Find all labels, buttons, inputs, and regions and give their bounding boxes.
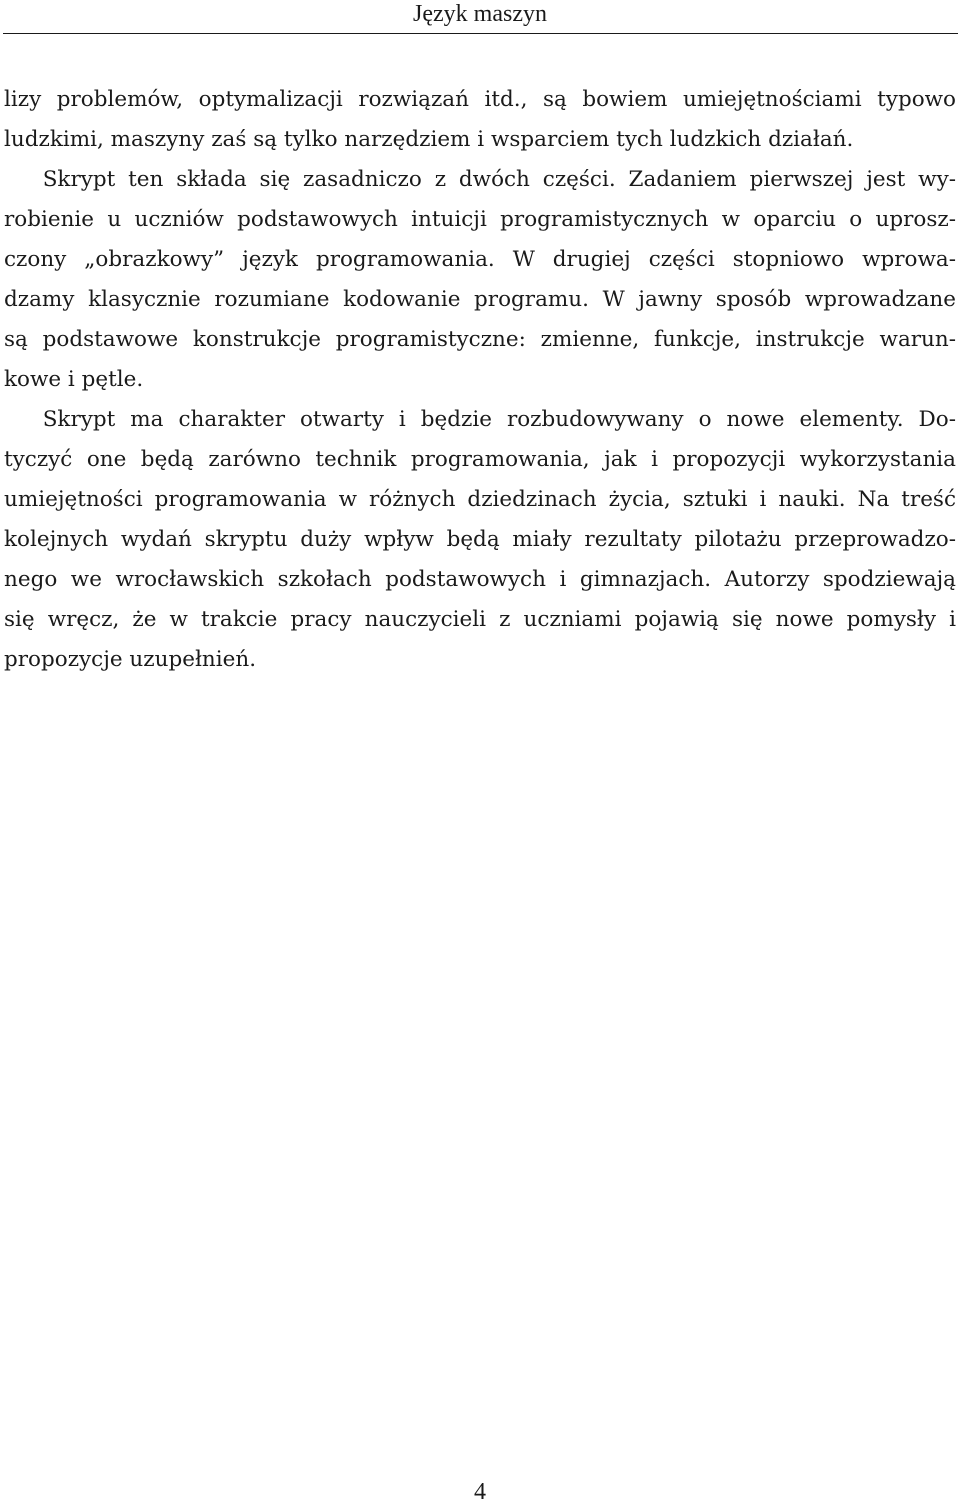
header-rule	[3, 33, 958, 34]
body-text	[4, 80, 956, 680]
text-line: Skrypt ten składa się zasadniczo z dwóch części. Zadaniem pierwszej jest wy-	[42, 167, 956, 192]
text-line: kowe i pętle.	[4, 367, 144, 392]
text-line: się wręcz, że w trakcie pracy nauczycieli z uczniami pojawią się nowe pomysły i	[4, 607, 956, 632]
running-header: Język maszyn	[413, 1, 547, 27]
text-line: lizy problemów, optymalizacji rozwiązań itd., są bowiem umiejętnościami typowo	[4, 87, 956, 112]
text-line: tyczyć one będą zarówno technik programowania, jak i propozycji wykorzystania	[4, 447, 956, 472]
text-line: czony „obrazkowy” język programowania. W drugiej części stopniowo wprowa-	[4, 247, 956, 272]
page-number: 4	[474, 1479, 486, 1505]
text-line: robienie u uczniów podstawowych intuicji programistycznych w oparciu o uprosz-	[4, 207, 956, 232]
text-line: dzamy klasycznie rozumiane kodowanie programu. W jawny sposób wprowadzane	[4, 287, 956, 312]
text-line: Skrypt ma charakter otwarty i będzie rozbudowywany o nowe elementy. Do-	[42, 407, 956, 432]
text-line: są podstawowe konstrukcje programistyczne: zmienne, funkcje, instrukcje warun-	[4, 327, 956, 352]
text-line: ludzkimi, maszyny zaś są tylko narzędziem i wsparciem tych ludzkich działań.	[4, 127, 854, 152]
text-line: umiejętności programowania w różnych dziedzinach życia, sztuki i nauki. Na treść	[4, 487, 956, 512]
text-line: propozycje uzupełnień.	[4, 647, 257, 672]
text-line: nego we wrocławskich szkołach podstawowych i gimnazjach. Autorzy spodziewają	[4, 567, 956, 592]
text-line: kolejnych wydań skryptu duży wpływ będą miały rezultaty pilotażu przeprowadzo-	[4, 527, 956, 552]
